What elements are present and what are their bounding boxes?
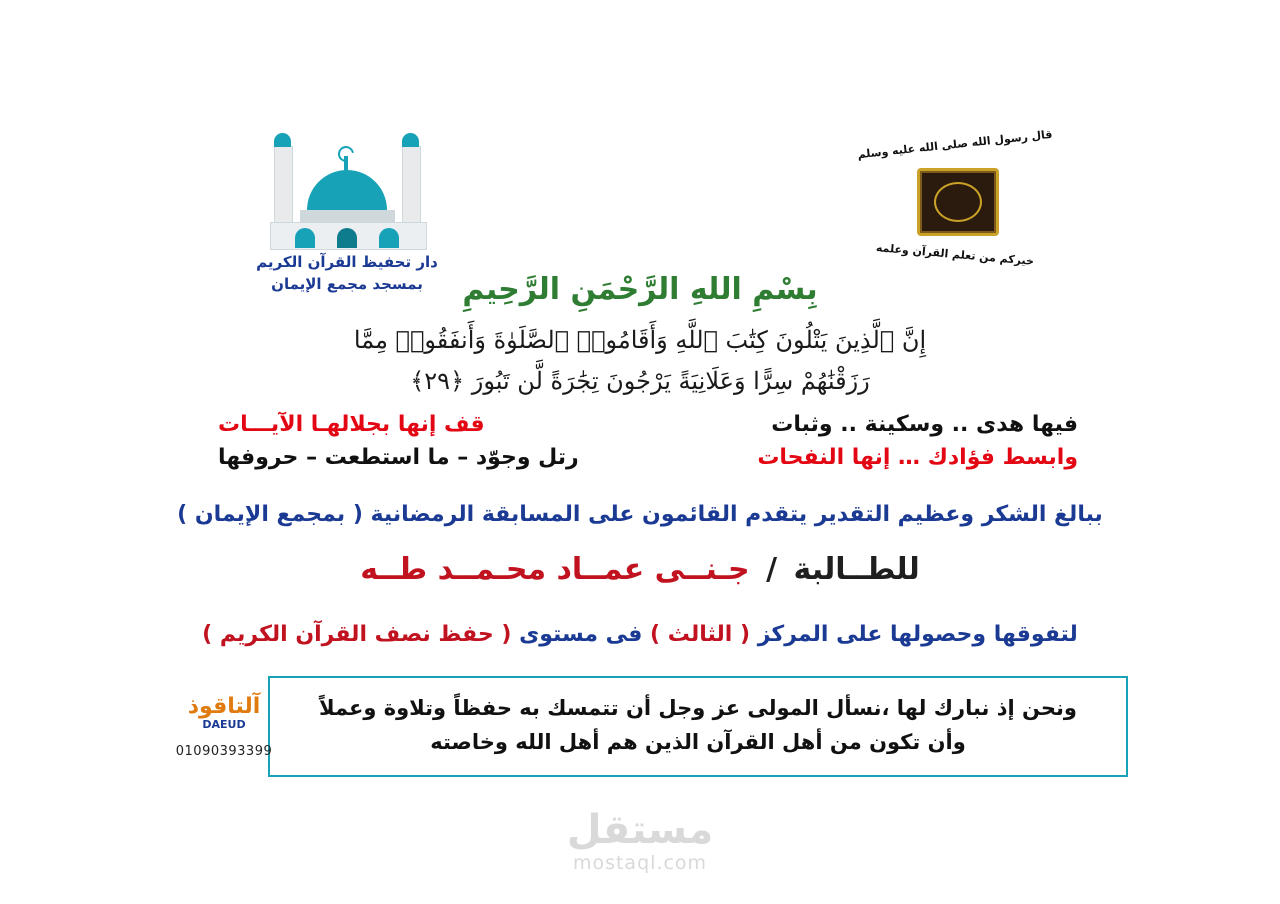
slogan-row <box>218 412 1078 437</box>
level-value: ( حفظ نصف القرآن الكريم ) <box>202 622 512 647</box>
slogan-row <box>218 445 1078 470</box>
dua-box <box>268 676 1128 777</box>
dome-shape <box>307 170 387 212</box>
level-prefix: فى مستوى <box>519 622 643 647</box>
designer-stamp <box>168 692 280 759</box>
minaret-left <box>274 146 293 226</box>
designer-phone: 01090393399 <box>175 744 273 759</box>
hadith-arc-top: قال رسول الله صلى الله عليه وسلم <box>856 127 1054 162</box>
slogan-left-1: فيها هدى .. وسكينة .. وثبات <box>771 412 1078 437</box>
student-line <box>0 552 1280 587</box>
ayah-line-1: إِنَّ ٱلَّذِينَ يَتْلُونَ كِتَٰبَ ٱللَّهِ وَأَقَامُوا۟ ٱلصَّلَوٰةَ وَأَنفَقُوا۟ مِمَّا <box>353 326 927 354</box>
mosque-caption-line1: دار تحفيظ القرآن الكريم <box>256 253 438 271</box>
minaret-top-left <box>274 133 291 147</box>
rank-value: ( الثالث ) <box>650 622 751 647</box>
basmala: بِسْمِ اللهِ الرَّحْمَنِ الرَّحِيمِ <box>462 272 818 307</box>
watermark-name: مستقل <box>566 807 714 853</box>
header-row <box>0 127 1280 293</box>
slogan-right-1: قف إنها بجلالهـا الآيـــات <box>218 412 485 437</box>
mosque-arch <box>379 228 399 248</box>
designer-mark-word: آلتاقوذ <box>187 694 261 719</box>
student-name: جـنــى عمــاد محـمــد طــه <box>360 552 750 587</box>
student-separator: / <box>766 552 778 587</box>
dua-line-2: وأن تكون من أهل القرآن الذين هم أهل الله وخاصته <box>430 729 966 754</box>
ayah-line-2: رَزَقْنَٰهُمْ سِرًّا وَعَلَانِيَةً يَرْجُونَ تِجَٰرَةً لَّن تَبُورَ ﴿٢٩﴾ <box>410 366 870 395</box>
mosque-arch <box>295 228 315 248</box>
watermark-url: mostaql.com <box>572 852 708 874</box>
student-label: للطــالبة <box>793 552 920 587</box>
ayah-block <box>0 320 1280 402</box>
rank-line <box>0 622 1280 647</box>
rank-prefix: لتفوقها وحصولها على المركز <box>757 622 1078 647</box>
quran-badge <box>855 127 1055 275</box>
minaret-right <box>402 146 421 226</box>
slogans-block <box>218 412 1078 478</box>
dome-base <box>300 210 395 222</box>
designer-logo-icon <box>176 692 272 744</box>
hadith-arc-bottom: خيركم من تعلم القرآن وعلمه <box>875 241 1035 268</box>
mosque-caption-line2: بمسجد مجمع الإيمان <box>271 274 423 293</box>
slogan-left-2: وابسط فؤادك … إنها النفحات <box>757 445 1078 470</box>
thanks-line: ببالغ الشكر وعظيم التقدير يتقدم القائمون على المسابقة الرمضانية ( بمجمع الإيمان ) <box>177 502 1103 527</box>
designer-mark-sub: DAEUD <box>202 718 246 731</box>
slogan-right-2: رتل وجوّد – ما استطعت – حروفها <box>218 445 579 470</box>
watermark <box>0 808 1280 874</box>
minaret-top-right <box>402 133 419 147</box>
mosque-icon <box>260 140 435 250</box>
mosque-arch <box>337 228 357 248</box>
dua-line-1: ونحن إذ نبارك لها ،نسأل المولى عز وجل أن تتمسك به حفظاً وتلاوة وعملاً <box>319 696 1077 720</box>
quran-book-icon <box>917 168 999 236</box>
